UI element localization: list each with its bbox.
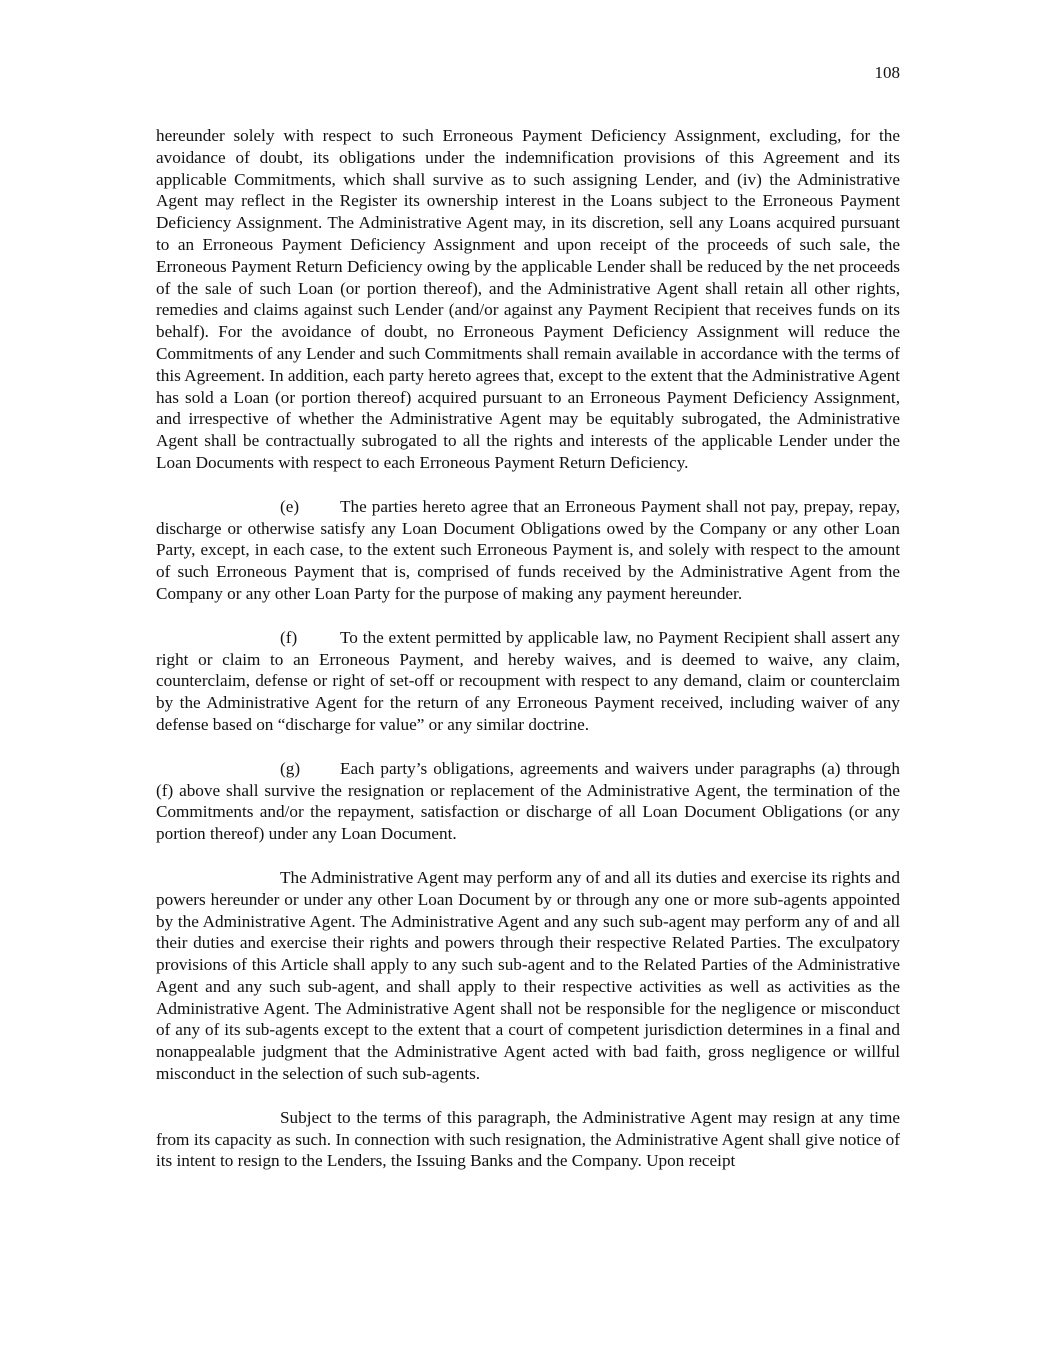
paragraph-label: (g) — [280, 758, 301, 778]
page-number: 108 — [874, 63, 900, 82]
paragraph-g — [156, 758, 900, 845]
paragraph-text: Each party’s obligations, agreements and waivers under paragraphs (a) through (f) above shall survive the resignation or replacement of the Administrative Agent, the termination of the Commitments and/or the repayment, satisfaction or discharge of all Loan Document Obligations (or any portion thereof) under any Loan Document. — [156, 758, 900, 844]
document-body — [156, 125, 900, 1194]
paragraph-continuation — [156, 125, 900, 474]
paragraph-text: Subject to the terms of this paragraph, the Administrative Agent may resign at any time from its capacity as such. In connection with such resignation, the Administrative Agent shall give notice of its intent to resign to the Lenders, the Issuing Banks and the Company. Upon receipt — [156, 1107, 900, 1171]
paragraph-f — [156, 627, 900, 736]
paragraph-text: The Administrative Agent may perform any of and all its duties and exercise its rights and powers hereunder or under any other Loan Document by or through any one or more sub-agents appointed by the Administrative Agent. The Administrative Agent and any such sub-agent may perform any of and all their duties and exercise their rights and powers through their respective Related Parties. The exculpatory provisions of this Article shall apply to any such sub-agent and to the Related Parties of the Administrative Agent and any such sub-agent, and shall apply to their respective activities as well as activities as the Administrative Agent. The Administrative Agent shall not be responsible for the negligence or misconduct of any of its sub-agents except to the extent that a court of competent jurisdiction determines in a final and nonappealable judgment that the Administrative Agent acted with bad faith, gross negligence or willful misconduct in the selection of such sub-agents. — [156, 867, 900, 1084]
paragraph-sub-agents — [156, 867, 900, 1085]
paragraph-label: (f) — [280, 627, 298, 647]
paragraph-text: To the extent permitted by applicable law, no Payment Recipient shall assert any right or claim to an Erroneous Payment, and hereby waives, and is deemed to waive, any claim, counterclaim, defense or right of set-off or recoupment with respect to any demand, claim or counterclaim by the Administrative Agent for the return of any Erroneous Payment received, including waiver of any defense based on “discharge for value” or any similar doctrine. — [156, 627, 900, 734]
paragraph-text: hereunder solely with respect to such Erroneous Payment Deficiency Assignment, excluding, for the avoidance of doubt, its obligations under the indemnification provisions of this Agreement and its applicable Commitments, which shall survive as to such assigning Lender, and (iv) the Administrative Agent may reflect in the Register its ownership interest in the Loans subject to the Erroneous Payment Deficiency Assignment. The Administrative Agent may, in its discretion, sell any Loans acquired pursuant to an Erroneous Payment Deficiency Assignment and upon receipt of the proceeds of such sale, the Erroneous Payment Return Deficiency owing by the applicable Lender shall be reduced by the net proceeds of the sale of such Loan (or portion thereof), and the Administrative Agent shall retain all other rights, remedies and claims against such Lender (and/or against any Payment Recipient that receives funds on its behalf). For the avoidance of doubt, no Erroneous Payment Deficiency Assignment will reduce the Commitments of any Lender and such Commitments shall remain available in accordance with the terms of this Agreement. In addition, each party hereto agrees that, except to the extent that the Administrative Agent has sold a Loan (or portion thereof) acquired pursuant to an Erroneous Payment Deficiency Assignment, and irrespective of whether the Administrative Agent may be equitably subrogated, the Administrative Agent shall be contractually subrogated to all the rights and interests of the applicable Lender under the Loan Documents with respect to each Erroneous Payment Return Deficiency. — [156, 126, 900, 472]
paragraph-label: (e) — [280, 496, 300, 516]
paragraph-text: The parties hereto agree that an Erroneous Payment shall not pay, prepay, repay, discharge or otherwise satisfy any Loan Document Obligations owed by the Company or any other Loan Party, except, in each case, to the extent such Erroneous Payment is, and solely with respect to the amount of such Erroneous Payment that is, comprised of funds received by the Administrative Agent from the Company or any other Loan Party for the purpose of making any payment hereunder. — [156, 496, 900, 603]
paragraph-e — [156, 496, 900, 605]
paragraph-resignation — [156, 1107, 900, 1172]
